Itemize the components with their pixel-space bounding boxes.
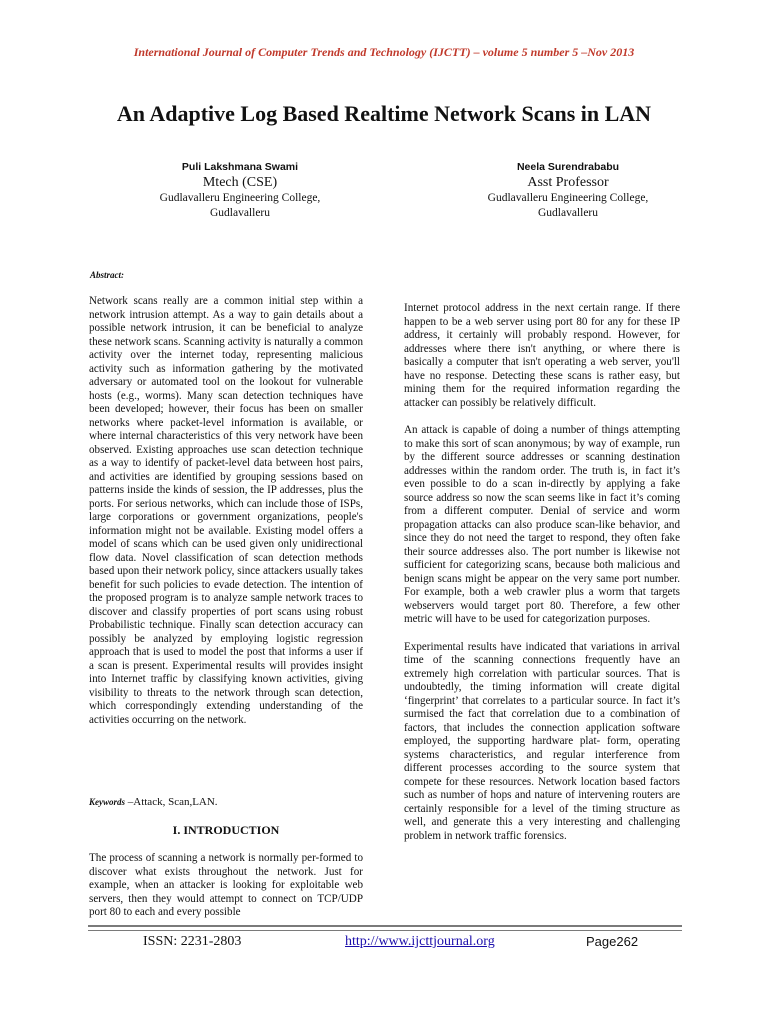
keywords-value: –Attack, Scan,LAN. [125,796,218,808]
section-heading-introduction: I. INTRODUCTION [172,823,280,837]
keywords [89,796,363,808]
journal-header: International Journal of Computer Trends and Technology (IJCTT) – volume 5 number 5 –Nov 2013 [133,45,635,59]
footer-issn: ISSN: 2231-2803 [143,934,242,949]
author-place: Gudlavalleru [537,207,599,219]
footer-rule-thick [88,925,682,927]
author-name: Puli Lakshmana Swami [181,161,299,173]
body-paragraph: Experimental results have indicated that variations in arrival time of the scanning connections frequently have an extremely high correlation with particular sources. That is undoubtedly, the timing information will create digital ‘fingerprint’ that correlates to a particular source. In fact it’s surmised the fact that correlation due to a combination of factors, that includes the connection application software employed, the supporting hardware plat- form, operating systems characteristics, and regular interference from different processes according to the source system that compete for these resources. Network location based factors such as number of hops and nature of intervening routers are certainly responsible for a level of the timing structure as well, and generate this a very interesting and challenging problem in network traffic forensics. [404,640,680,842]
keywords-label: Keywords [89,797,125,807]
author-name: Neela Surendrababu [516,161,620,173]
body-paragraph: An attack is capable of doing a number of things attempting to make this sort of scan anonymous; by way of example, run by the different source addresses or scanning destination addresses within the random order. The truth is, in fact it’s even possible to do a scan in-directly by applying a fake source address so now the scan seems like in fact it’s coming from a different computer. Denial of service and worm propagation attacks can also produce scan-like behavior, and since they do not need the target to respond, they often fake their source addresses also. The port number is likewise not sufficient for categorizing scans, because both malicious and benign scans might be appear on the very same port number. For example, both a web crawler plus a worm that targets webservers would target port 80. Therefore, a few other metric will have to be used for categorization purposes. [404,424,680,625]
paper-title: An Adaptive Log Based Realtime Network Scans in LAN [116,101,652,126]
author-role: Asst Professor [527,175,609,190]
footer-page-number: Page262 [586,934,639,949]
abstract-paragraph: Network scans really are a common initial step within a network intrusion attempt. As a way to gain details about a possible network intrusion, it can be beneficial to analyze these network scans. Scanning activity is naturally a common activity over the internet today, representing malicious activity such as information gathering by the motivated adversary or automated tool on the lookout for vulnerable hosts (e.g., worms). Many scan detection techniques have been developed; however, their focus has been on smaller networks where packet-level information is available, or where internal characteristics of this very network have been observed. Existing approaches use scan detection technique as a way to identify of packet-level data between host pairs, and activities are identified by grouping sessions based on patterns inside the kinds of session, the IP addresses, plus the ports. For serious networks, which can include those of ISPs, large corporations or government organizations, people's information might not be available. Existing model offers a model of scans which can be used given only unidirectional flow data. Novel classification of scan detection methods based upon their network policy, since attackers usually takes benefit for such policies to evade detection. The intention of the proposed program is to analyze sample network traces to discover and classify properties of port scans using robust Probabilistic technique. Finally scan detection accuracy can possibly be analyzed by employing logistic regression approach that is used to model the post that informs a user if a scan is present. Experimental results will provides insight into Internet traffic by classifying known activities, giving visibility to threats to the network through scan detection, which correspondingly extending understanding of the activities occurring on the network. [89,295,363,726]
footer-rule-thin [88,930,682,931]
abstract-text [89,295,363,741]
introduction-paragraph: The process of scanning a network is normally per-formed to discover what exists throughout the network. Just for example, when an attacker is looking for exploitable web servers, then they would attempt to connect on TCP/UDP port 80 to each and every possible [89,852,363,918]
author-affiliation: Gudlavalleru Engineering College, [487,192,649,204]
author-affiliation: Gudlavalleru Engineering College, [159,192,321,204]
author-role: Mtech (CSE) [202,175,278,190]
footer-journal-link[interactable]: http://www.ijcttjournal.org [345,934,495,949]
author-place: Gudlavalleru [209,207,271,219]
abstract-label: Abstract: [90,270,125,280]
introduction-text [89,852,363,934]
right-column [404,302,680,857]
author-block-2 [448,160,688,221]
author-block-1 [120,160,360,221]
body-paragraph: Internet protocol address in the next certain range. If there happen to be a web server using port 80 for any for these IP address, it certainly will probably respond. However, for addresses where there isn't anything, or where there is basically a computer that isn't operating a web server, you'll have no response. Detecting these scans is rather easy, but mining them for the required information regarding the attacker can possibly be relatively difficult. [404,302,680,409]
